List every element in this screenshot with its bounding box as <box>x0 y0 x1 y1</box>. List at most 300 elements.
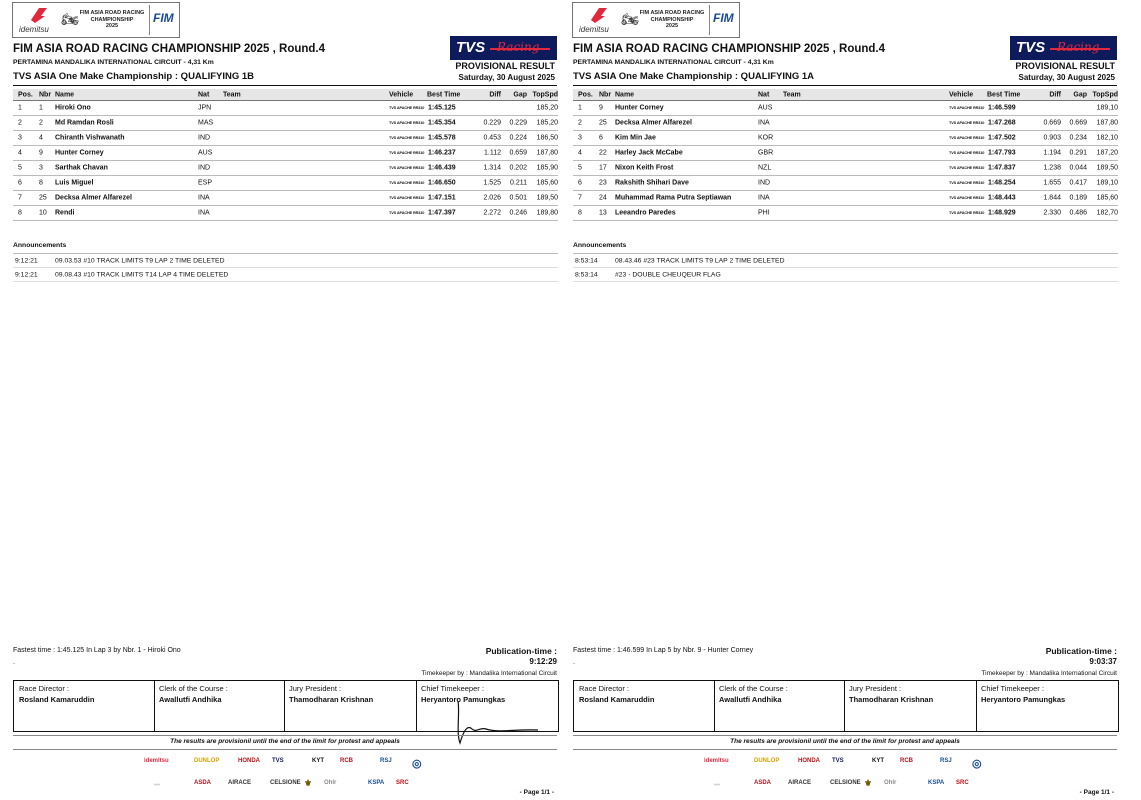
sponsor-logo: AIRACE <box>228 780 252 786</box>
sponsor-strip-bottom <box>714 780 978 794</box>
official-cell <box>714 681 845 731</box>
vehicle-cell: TVS APACHE RR310 <box>389 136 425 140</box>
gap-cell: 0.486 <box>1069 209 1087 217</box>
result-date: Saturday, 30 August 2025 <box>458 73 555 82</box>
vehicle-cell: TVS APACHE RR310 <box>389 196 425 200</box>
official-role: Clerk of the Course : <box>159 684 228 693</box>
best-time-cell: 1:47.837 <box>988 164 1016 172</box>
tvs-racing-logo: TVS Racing <box>450 36 557 60</box>
idemitsu-wordmark: idemitsu <box>19 25 49 34</box>
official-role: Jury President : <box>849 684 902 693</box>
official-role: Clerk of the Course : <box>719 684 788 693</box>
official-role: Race Director : <box>19 684 70 693</box>
announcement-text: 09.08.43 #10 TRACK LIMITS T14 LAP 4 TIME DELETED <box>55 271 229 278</box>
rider-number-cell: 25 <box>39 194 47 202</box>
championship-logo <box>621 9 709 33</box>
result-row <box>573 146 1118 161</box>
gap-cell: 0.189 <box>1069 194 1087 202</box>
top-speed-cell: 187,20 <box>1096 149 1118 157</box>
gap-cell: 0.234 <box>1069 134 1087 142</box>
vehicle-cell: TVS APACHE RR310 <box>949 136 985 140</box>
nationality-cell: GBR <box>758 149 774 157</box>
official-cell <box>844 681 977 731</box>
official-name: Rosland Kamaruddin <box>19 695 95 704</box>
official-role: Jury President : <box>289 684 342 693</box>
nationality-cell: NZL <box>758 164 772 172</box>
announcements-section <box>573 242 1118 282</box>
publication-time-label: Publication-time : <box>1045 646 1117 656</box>
gap-cell: 0.044 <box>1069 164 1087 172</box>
results-header-row <box>13 89 558 101</box>
idemitsu-logo <box>579 6 619 36</box>
col-header-diff: Diff <box>1049 91 1061 98</box>
sponsor-logo: Ohlr <box>324 780 337 786</box>
tvs-racing-logo: TVS Racing <box>1010 36 1117 60</box>
top-speed-cell: 185,20 <box>536 119 558 127</box>
nationality-cell: ESP <box>198 179 213 187</box>
sponsor-logo: TVS <box>272 758 284 764</box>
rider-number-cell: 17 <box>599 164 607 172</box>
disclaimer: The results are provisionil until the end of the limit for protest and appeals <box>730 738 960 745</box>
sponsor-logo-graphic: 〰 <box>154 783 161 789</box>
rider-name-cell: Nixon Keith Frost <box>615 164 674 172</box>
rider-name-cell: Hunter Corney <box>615 104 664 112</box>
best-time-cell: 1:46.237 <box>428 149 456 157</box>
diff-cell: 0.903 <box>1043 134 1061 142</box>
rider-name-cell: Rakshith Shihari Dave <box>615 179 689 187</box>
crest-icon: ⚜ <box>864 778 873 788</box>
vehicle-cell: TVS APACHE RR310 <box>389 121 425 125</box>
timekeeper: Timekeeper by : Mandalika International Circuit <box>421 670 557 677</box>
vehicle-cell: TVS APACHE RR310 <box>949 151 985 155</box>
announcement-row <box>13 254 558 268</box>
vehicle-cell: TVS APACHE RR310 <box>389 181 425 185</box>
col-header-best-time: Best Time <box>427 91 461 98</box>
results-table <box>573 89 1118 221</box>
position-cell: 7 <box>18 194 22 202</box>
result-row <box>13 131 558 146</box>
result-sheet-right <box>560 0 1120 800</box>
logo-divider <box>149 5 150 35</box>
footer-divider <box>13 735 557 736</box>
diff-cell: 1.314 <box>483 164 501 172</box>
sponsor-logo: DUNLOP <box>754 758 780 764</box>
rider-number-cell: 25 <box>599 119 607 127</box>
result-row <box>13 176 558 191</box>
gap-cell: 0.659 <box>509 149 527 157</box>
top-speed-cell: 182,70 <box>1096 209 1118 217</box>
announcement-text: 09.03.53 #10 TRACK LIMITS T9 LAP 2 TIME DELETED <box>55 257 225 264</box>
nationality-cell: INA <box>758 194 770 202</box>
sponsor-logo: HONDA <box>798 758 820 764</box>
nationality-cell: AUS <box>758 104 773 112</box>
top-speed-cell: 189,50 <box>1096 164 1118 172</box>
official-name: Thamodharan Krishnan <box>849 695 934 704</box>
nationality-cell: INA <box>198 194 210 202</box>
sponsor-logo: KSPA <box>928 780 945 786</box>
sponsor-logo: KYT <box>312 758 324 764</box>
nationality-cell: INA <box>758 119 770 127</box>
gap-cell: 0.291 <box>1069 149 1087 157</box>
rider-name-cell: Decksa Almer Alfarezel <box>55 194 132 202</box>
best-time-cell: 1:47.397 <box>428 209 456 217</box>
top-speed-cell: 189,50 <box>536 194 558 202</box>
sponsor-logo: RCB <box>900 758 913 764</box>
diff-cell: 1.194 <box>1043 149 1061 157</box>
sponsor-logo: idemitsu <box>144 758 169 764</box>
announcement-time: 8:53:14 <box>575 271 598 278</box>
sponsor-logo: RSJ <box>940 758 952 764</box>
col-header-team: Team <box>223 91 241 98</box>
position-cell: 4 <box>18 149 22 157</box>
col-header-name: Name <box>55 91 75 98</box>
vehicle-cell: TVS APACHE RR310 <box>389 211 425 215</box>
result-status: PROVISIONAL RESULT <box>1015 61 1115 71</box>
position-cell: 5 <box>578 164 582 172</box>
rider-number-cell: 8 <box>39 179 43 187</box>
fim-logo: FIM <box>713 11 734 25</box>
crest-icon: ⚜ <box>304 778 313 788</box>
col-header-nat: Nat <box>198 91 210 98</box>
rider-name-cell: Harley Jack McCabe <box>615 149 683 157</box>
announcement-row <box>573 254 1118 268</box>
sponsor-logo: AIRACE <box>788 780 812 786</box>
footer-note: . <box>13 659 15 666</box>
best-time-cell: 1:46.599 <box>988 104 1016 112</box>
sponsor-logo: RCB <box>340 758 353 764</box>
rider-number-cell: 9 <box>599 104 603 112</box>
sponsor-logo: ASDA <box>754 780 772 786</box>
official-cell <box>416 681 558 731</box>
circuit-name: PERTAMINA MANDALIKA INTERNATIONAL CIRCUIT - 4,31 Km <box>13 59 214 66</box>
announcements-title: Announcements <box>573 242 1118 254</box>
emblem-icon: ◎ <box>972 758 982 770</box>
best-time-cell: 1:46.439 <box>428 164 456 172</box>
header-divider <box>573 85 1117 86</box>
official-cell <box>976 681 1118 731</box>
diff-cell: 1.655 <box>1043 179 1061 187</box>
result-row <box>13 191 558 206</box>
rider-number-cell: 24 <box>599 194 607 202</box>
event-logo-box <box>12 2 180 38</box>
footer-note: . <box>573 659 575 666</box>
rider-name-cell: Chiranth Vishwanath <box>55 134 125 142</box>
rider-name-cell: Hunter Corney <box>55 149 104 157</box>
nationality-cell: AUS <box>198 149 213 157</box>
official-name: Rosland Kamaruddin <box>579 695 655 704</box>
rider-number-cell: 6 <box>599 134 603 142</box>
rider-name-cell: Muhammad Rama Putra Septiawan <box>615 194 732 202</box>
col-header-top-speed: TopSpd <box>532 91 558 98</box>
officials-table <box>13 680 559 732</box>
announcement-text: 08.43.46 #23 TRACK LIMITS T9 LAP 2 TIME DELETED <box>615 257 785 264</box>
logo-divider <box>709 5 710 35</box>
gap-cell: 0.229 <box>509 119 527 127</box>
official-name: Heryantoro Pamungkas <box>981 695 1066 704</box>
official-role: Chief Timekeeper : <box>421 684 484 693</box>
vehicle-cell: TVS APACHE RR310 <box>389 166 425 170</box>
idemitsu-logo <box>19 6 59 36</box>
best-time-cell: 1:45.578 <box>428 134 456 142</box>
vehicle-cell: TVS APACHE RR310 <box>389 106 425 110</box>
championship-logo <box>61 9 149 33</box>
event-title: FIM ASIA ROAD RACING CHAMPIONSHIP 2025 , Round.4 <box>13 43 326 55</box>
top-speed-cell: 187,80 <box>536 149 558 157</box>
sponsor-logo: idemitsu <box>704 758 729 764</box>
sponsor-logo: SRC <box>396 780 409 786</box>
position-cell: 7 <box>578 194 582 202</box>
col-header-pos: Pos. <box>578 91 593 98</box>
gap-cell: 0.202 <box>509 164 527 172</box>
idemitsu-mark-icon <box>589 6 609 24</box>
motorcycle-icon: 🏍 <box>61 11 79 27</box>
results-table <box>13 89 558 221</box>
gap-cell: 0.246 <box>509 209 527 217</box>
announcements-section <box>13 242 558 282</box>
nationality-cell: PHI <box>758 209 770 217</box>
official-cell <box>14 681 155 731</box>
diff-cell: 1.238 <box>1043 164 1061 172</box>
col-header-gap: Gap <box>513 91 527 98</box>
header-divider <box>13 85 557 86</box>
gap-cell: 0.417 <box>1069 179 1087 187</box>
result-row <box>573 131 1118 146</box>
official-name: Heryantoro Pamungkas <box>421 695 506 704</box>
diff-cell: 0.669 <box>1043 119 1061 127</box>
sponsor-logo: KYT <box>872 758 884 764</box>
vehicle-cell: TVS APACHE RR310 <box>949 106 985 110</box>
sponsor-logo: DUNLOP <box>194 758 220 764</box>
best-time-cell: 1:48.929 <box>988 209 1016 217</box>
nationality-cell: KOR <box>758 134 774 142</box>
announcement-time: 9:12:21 <box>15 271 38 278</box>
position-cell: 1 <box>578 104 582 112</box>
event-title: FIM ASIA ROAD RACING CHAMPIONSHIP 2025 , Round.4 <box>573 43 886 55</box>
position-cell: 8 <box>18 209 22 217</box>
sponsor-logo: CELSIONE <box>270 780 301 786</box>
sponsor-logo: CELSIONE <box>830 780 861 786</box>
vehicle-cell: TVS APACHE RR310 <box>949 121 985 125</box>
diff-cell: 2.272 <box>483 209 501 217</box>
gap-cell: 0.669 <box>1069 119 1087 127</box>
sponsor-logo: ASDA <box>194 780 212 786</box>
result-row <box>573 101 1118 116</box>
officials-table <box>573 680 1119 732</box>
sponsor-logo: HONDA <box>238 758 260 764</box>
col-header-nbr: Nbr <box>599 91 612 98</box>
gap-cell: 0.211 <box>510 179 527 187</box>
rider-number-cell: 2 <box>39 119 43 127</box>
col-header-diff: Diff <box>489 91 501 98</box>
result-row <box>573 176 1118 191</box>
publication-time: 9:12:29 <box>529 657 557 666</box>
official-name: Awallutfi Andhika <box>719 695 782 704</box>
result-row <box>13 161 558 176</box>
result-row <box>13 206 558 221</box>
page-number: - Page 1/1 - <box>1079 789 1114 796</box>
position-cell: 1 <box>18 104 22 112</box>
result-sheet-left <box>0 0 560 800</box>
result-row <box>13 146 558 161</box>
sponsor-strip-top <box>144 758 434 774</box>
top-speed-cell: 185,20 <box>536 104 558 112</box>
col-header-vehicle: Vehicle <box>389 91 414 98</box>
diff-cell: 0.229 <box>483 119 501 127</box>
emblem-icon: ◎ <box>412 758 422 770</box>
footer-divider <box>573 749 1117 750</box>
official-cell <box>154 681 285 731</box>
diff-cell: 1.844 <box>1043 194 1061 202</box>
official-cell <box>284 681 417 731</box>
diff-cell: 1.112 <box>484 149 501 157</box>
top-speed-cell: 185,60 <box>1096 194 1118 202</box>
footer-divider <box>13 749 557 750</box>
best-time-cell: 1:46.650 <box>428 179 456 187</box>
fim-logo: FIM <box>153 11 174 25</box>
result-row <box>13 101 558 116</box>
announcement-row <box>573 268 1118 282</box>
rider-number-cell: 9 <box>39 149 43 157</box>
official-name: Awallutfi Andhika <box>159 695 222 704</box>
top-speed-cell: 187,80 <box>1096 119 1118 127</box>
sponsor-logo-graphic: 〰 <box>714 783 721 789</box>
sponsor-strip-bottom <box>154 780 418 794</box>
best-time-cell: 1:45.125 <box>428 104 456 112</box>
rider-number-cell: 4 <box>39 134 43 142</box>
rider-name-cell: Sarthak Chavan <box>55 164 108 172</box>
nationality-cell: IND <box>198 134 211 142</box>
result-row <box>573 206 1118 221</box>
motorcycle-icon: 🏍 <box>621 11 639 27</box>
official-role: Chief Timekeeper : <box>981 684 1044 693</box>
result-row <box>573 191 1118 206</box>
sponsor-strip-top <box>704 758 994 774</box>
position-cell: 3 <box>18 134 22 142</box>
top-speed-cell: 186,50 <box>536 134 558 142</box>
results-header-row <box>573 89 1118 101</box>
footer-divider <box>573 735 1117 736</box>
publication-time-label: Publication-time : <box>485 646 557 656</box>
col-header-gap: Gap <box>1073 91 1087 98</box>
diff-cell: 0.453 <box>483 134 501 142</box>
top-speed-cell: 185,60 <box>536 179 558 187</box>
sponsor-logo: RSJ <box>380 758 392 764</box>
col-header-name: Name <box>615 91 635 98</box>
disclaimer: The results are provisionil until the end of the limit for protest and appeals <box>170 738 400 745</box>
fastest-time: Fastest time : 1:45.125 In Lap 3 by Nbr. 1 - Hiroki Ono <box>13 647 181 654</box>
rider-name-cell: Kim Min Jae <box>615 134 656 142</box>
result-row <box>13 116 558 131</box>
nationality-cell: IND <box>198 164 211 172</box>
sponsor-logo: SRC <box>956 780 969 786</box>
position-cell: 6 <box>578 179 582 187</box>
best-time-cell: 1:47.502 <box>988 134 1016 142</box>
col-header-nat: Nat <box>758 91 770 98</box>
session-title: TVS ASIA One Make Championship : QUALIFYING 1B <box>13 71 255 82</box>
vehicle-cell: TVS APACHE RR310 <box>949 166 985 170</box>
gap-cell: 0.224 <box>509 134 527 142</box>
rider-name-cell: Hiroki Ono <box>55 104 91 112</box>
rider-name-cell: Leeandro Paredes <box>615 209 676 217</box>
col-header-team: Team <box>783 91 801 98</box>
result-row <box>573 161 1118 176</box>
nationality-cell: IND <box>758 179 771 187</box>
best-time-cell: 1:47.151 <box>428 194 456 202</box>
top-speed-cell: 189,80 <box>536 209 558 217</box>
best-time-cell: 1:47.793 <box>988 149 1016 157</box>
diff-cell: 2.330 <box>1043 209 1061 217</box>
position-cell: 2 <box>18 119 22 127</box>
rider-name-cell: Md Ramdan Rosli <box>55 119 114 127</box>
rider-number-cell: 3 <box>39 164 43 172</box>
rider-number-cell: 13 <box>599 209 607 217</box>
rider-name-cell: Rendi <box>55 209 75 217</box>
announcement-time: 9:12:21 <box>15 257 38 264</box>
rider-name-cell: Decksa Almer Alfarezel <box>615 119 692 127</box>
col-header-nbr: Nbr <box>39 91 52 98</box>
rider-number-cell: 1 <box>39 104 43 112</box>
position-cell: 8 <box>578 209 582 217</box>
nationality-cell: MAS <box>198 119 214 127</box>
col-header-best-time: Best Time <box>987 91 1021 98</box>
best-time-cell: 1:45.354 <box>428 119 456 127</box>
circuit-name: PERTAMINA MANDALIKA INTERNATIONAL CIRCUIT - 4,31 Km <box>573 59 774 66</box>
official-role: Race Director : <box>579 684 630 693</box>
rider-name-cell: Luis Miguel <box>55 179 94 187</box>
fastest-time: Fastest time : 1:46.599 In Lap 5 by Nbr. 9 - Hunter Corney <box>573 647 754 654</box>
sponsor-logo: Ohlr <box>884 780 897 786</box>
nationality-cell: JPN <box>198 104 212 112</box>
gap-cell: 0.501 <box>509 194 527 202</box>
top-speed-cell: 182,10 <box>1096 134 1118 142</box>
vehicle-cell: TVS APACHE RR310 <box>949 211 985 215</box>
vehicle-cell: TVS APACHE RR310 <box>949 196 985 200</box>
announcements-title: Announcements <box>13 242 558 254</box>
idemitsu-wordmark: idemitsu <box>579 25 609 34</box>
position-cell: 6 <box>18 179 22 187</box>
position-cell: 5 <box>18 164 22 172</box>
diff-cell: 2.026 <box>483 194 501 202</box>
official-cell <box>574 681 715 731</box>
rider-number-cell: 23 <box>599 179 607 187</box>
official-name: Thamodharan Krishnan <box>289 695 374 704</box>
top-speed-cell: 189,10 <box>1096 104 1118 112</box>
best-time-cell: 1:48.443 <box>988 194 1016 202</box>
sponsor-logo: KSPA <box>368 780 385 786</box>
sponsor-logo: TVS <box>832 758 844 764</box>
vehicle-cell: TVS APACHE RR310 <box>949 181 985 185</box>
announcement-text: #23 - DOUBLE CHEUQEUR FLAG <box>615 271 721 278</box>
vehicle-cell: TVS APACHE RR310 <box>389 151 425 155</box>
announcement-time: 8:53:14 <box>575 257 598 264</box>
page-number: - Page 1/1 - <box>519 789 554 796</box>
session-title: TVS ASIA One Make Championship : QUALIFYING 1A <box>573 71 815 82</box>
timekeeper: Timekeeper by : Mandalika International Circuit <box>981 670 1117 677</box>
announcement-row <box>13 268 558 282</box>
col-header-pos: Pos. <box>18 91 33 98</box>
event-logo-box <box>572 2 740 38</box>
championship-logo-text: FIM ASIA ROAD RACING CHAMPIONSHIP 2025 <box>639 10 705 29</box>
best-time-cell: 1:47.268 <box>988 119 1016 127</box>
best-time-cell: 1:48.254 <box>988 179 1016 187</box>
col-header-vehicle: Vehicle <box>949 91 974 98</box>
championship-logo-text: FIM ASIA ROAD RACING CHAMPIONSHIP 2025 <box>79 10 145 29</box>
position-cell: 4 <box>578 149 582 157</box>
result-status: PROVISIONAL RESULT <box>455 61 555 71</box>
idemitsu-mark-icon <box>29 6 49 24</box>
col-header-top-speed: TopSpd <box>1092 91 1118 98</box>
top-speed-cell: 189,10 <box>1096 179 1118 187</box>
